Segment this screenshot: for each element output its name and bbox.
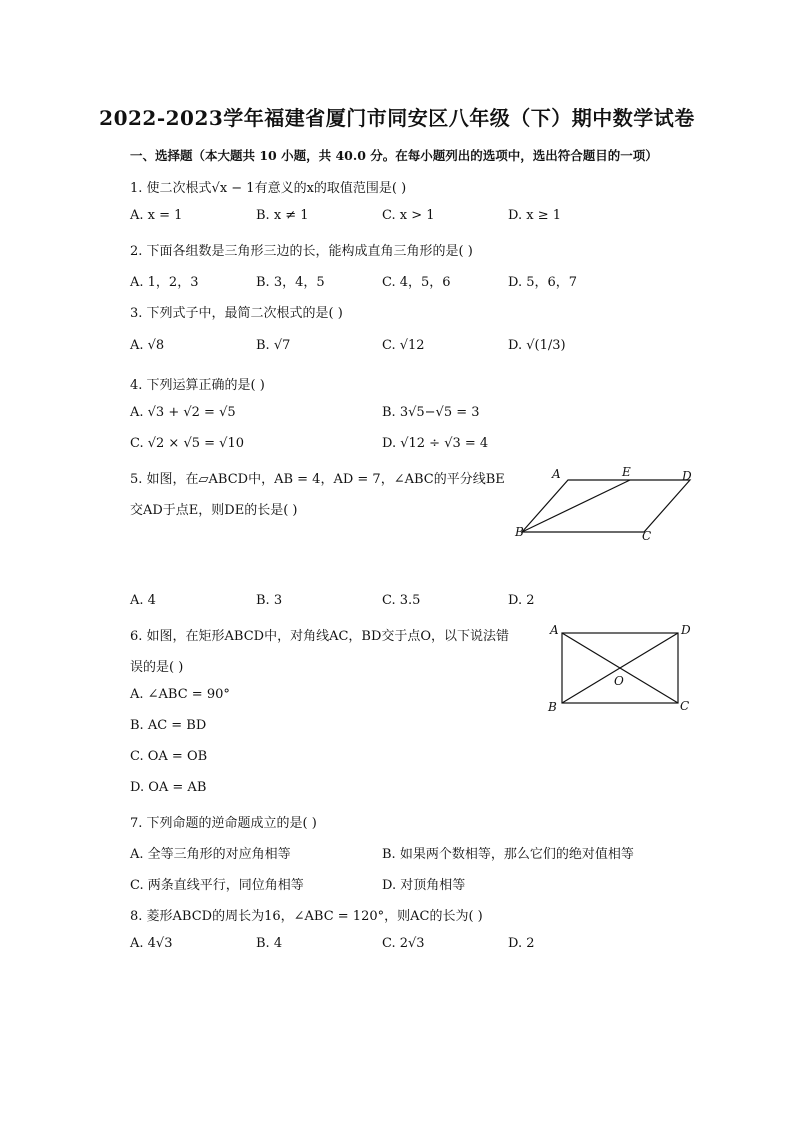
q2-option-a[interactable]: A. 1，2，3 bbox=[130, 275, 199, 290]
q5-option-d[interactable]: D. 2 bbox=[508, 593, 535, 608]
q8-option-b[interactable]: B. 4 bbox=[256, 936, 283, 951]
q4-option-c[interactable]: C. √2 × √5 = √10 bbox=[130, 436, 244, 451]
q3-option-d[interactable]: D. √(1/3) bbox=[508, 338, 566, 353]
label-c: C bbox=[680, 699, 690, 713]
label-b: B bbox=[515, 525, 524, 539]
q3-option-b[interactable]: B. √7 bbox=[256, 338, 291, 353]
question-2-stem: 2. 下面各组数是三角形三边的长，能构成直角三角形的是( ) bbox=[130, 244, 473, 259]
label-e: E bbox=[622, 465, 631, 479]
label-c: C bbox=[642, 529, 652, 543]
page-title: 2022-2023学年福建省厦门市同安区八年级（下）期中数学试卷 bbox=[99, 106, 695, 130]
parallelogram-figure bbox=[510, 462, 700, 546]
q7-option-d[interactable]: D. 对顶角相等 bbox=[382, 878, 466, 893]
q2-option-c[interactable]: C. 4，5，6 bbox=[382, 275, 451, 290]
q6-option-a[interactable]: A. ∠ABC = 90° bbox=[130, 687, 230, 702]
rectangle-figure bbox=[540, 620, 700, 716]
q5-option-b[interactable]: B. 3 bbox=[256, 593, 283, 608]
question-6-stem-line1: 6. 如图，在矩形ABCD中，对角线AC，BD交于点O，以下说法错 bbox=[130, 629, 510, 644]
q3-option-c[interactable]: C. √12 bbox=[382, 338, 425, 353]
q6-option-c[interactable]: C. OA = OB bbox=[130, 749, 208, 764]
question-6-stem-line2: 误的是( ) bbox=[130, 660, 184, 675]
label-a: A bbox=[550, 623, 559, 637]
q4-option-b[interactable]: B. 3√5−√5 = 3 bbox=[382, 405, 480, 420]
question-8-stem: 8. 菱形ABCD的周长为16，∠ABC = 120°，则AC的长为( ) bbox=[130, 909, 483, 924]
q5-option-a[interactable]: A. 4 bbox=[130, 593, 156, 608]
question-5-stem-line2: 交AD于点E，则DE的长是( ) bbox=[130, 503, 298, 518]
q3-option-a[interactable]: A. √8 bbox=[130, 338, 165, 353]
q8-option-d[interactable]: D. 2 bbox=[508, 936, 535, 951]
q7-option-b[interactable]: B. 如果两个数相等，那么它们的绝对值相等 bbox=[382, 847, 634, 862]
label-d: D bbox=[681, 623, 691, 637]
q2-option-b[interactable]: B. 3，4，5 bbox=[256, 275, 325, 290]
question-5-stem-line1: 5. 如图，在▱ABCD中，AB = 4，AD = 7，∠ABC的平分线BE bbox=[130, 472, 505, 487]
q4-option-d[interactable]: D. √12 ÷ √3 = 4 bbox=[382, 436, 489, 451]
parallelogram-abcd bbox=[522, 480, 690, 532]
q8-option-a[interactable]: A. 4√3 bbox=[130, 936, 173, 951]
label-d: D bbox=[682, 469, 692, 483]
q5-option-c[interactable]: C. 3.5 bbox=[382, 593, 421, 608]
q7-option-c[interactable]: C. 两条直线平行，同位角相等 bbox=[130, 878, 304, 893]
question-3-stem: 3. 下列式子中，最简二次根式的是( ) bbox=[130, 306, 343, 321]
question-7-stem: 7. 下列命题的逆命题成立的是( ) bbox=[130, 816, 317, 831]
q6-option-d[interactable]: D. OA = AB bbox=[130, 780, 207, 795]
q4-option-a[interactable]: A. √3 + √2 = √5 bbox=[130, 405, 236, 420]
q6-option-b[interactable]: B. AC = BD bbox=[130, 718, 207, 733]
label-b: B bbox=[548, 700, 557, 714]
section-heading: 一、选择题（本大题共 10 小题，共 40.0 分。在每小题列出的选项中，选出符合题目的一项） bbox=[130, 148, 658, 163]
q2-option-d[interactable]: D. 5，6，7 bbox=[508, 275, 578, 290]
label-o: O bbox=[614, 674, 624, 688]
q7-option-a[interactable]: A. 全等三角形的对应角相等 bbox=[130, 847, 291, 862]
q1-option-a[interactable]: A. x = 1 bbox=[130, 208, 183, 223]
q8-option-c[interactable]: C. 2√3 bbox=[382, 936, 425, 951]
q1-option-c[interactable]: C. x > 1 bbox=[382, 208, 435, 223]
q1-option-d[interactable]: D. x ≥ 1 bbox=[508, 208, 561, 223]
question-1-stem: 1. 使二次根式√x − 1有意义的x的取值范围是( ) bbox=[130, 181, 407, 196]
label-a: A bbox=[552, 467, 561, 481]
q1-option-b[interactable]: B. x ≠ 1 bbox=[256, 208, 309, 223]
question-4-stem: 4. 下列运算正确的是( ) bbox=[130, 378, 265, 393]
bisector-be bbox=[522, 480, 630, 532]
